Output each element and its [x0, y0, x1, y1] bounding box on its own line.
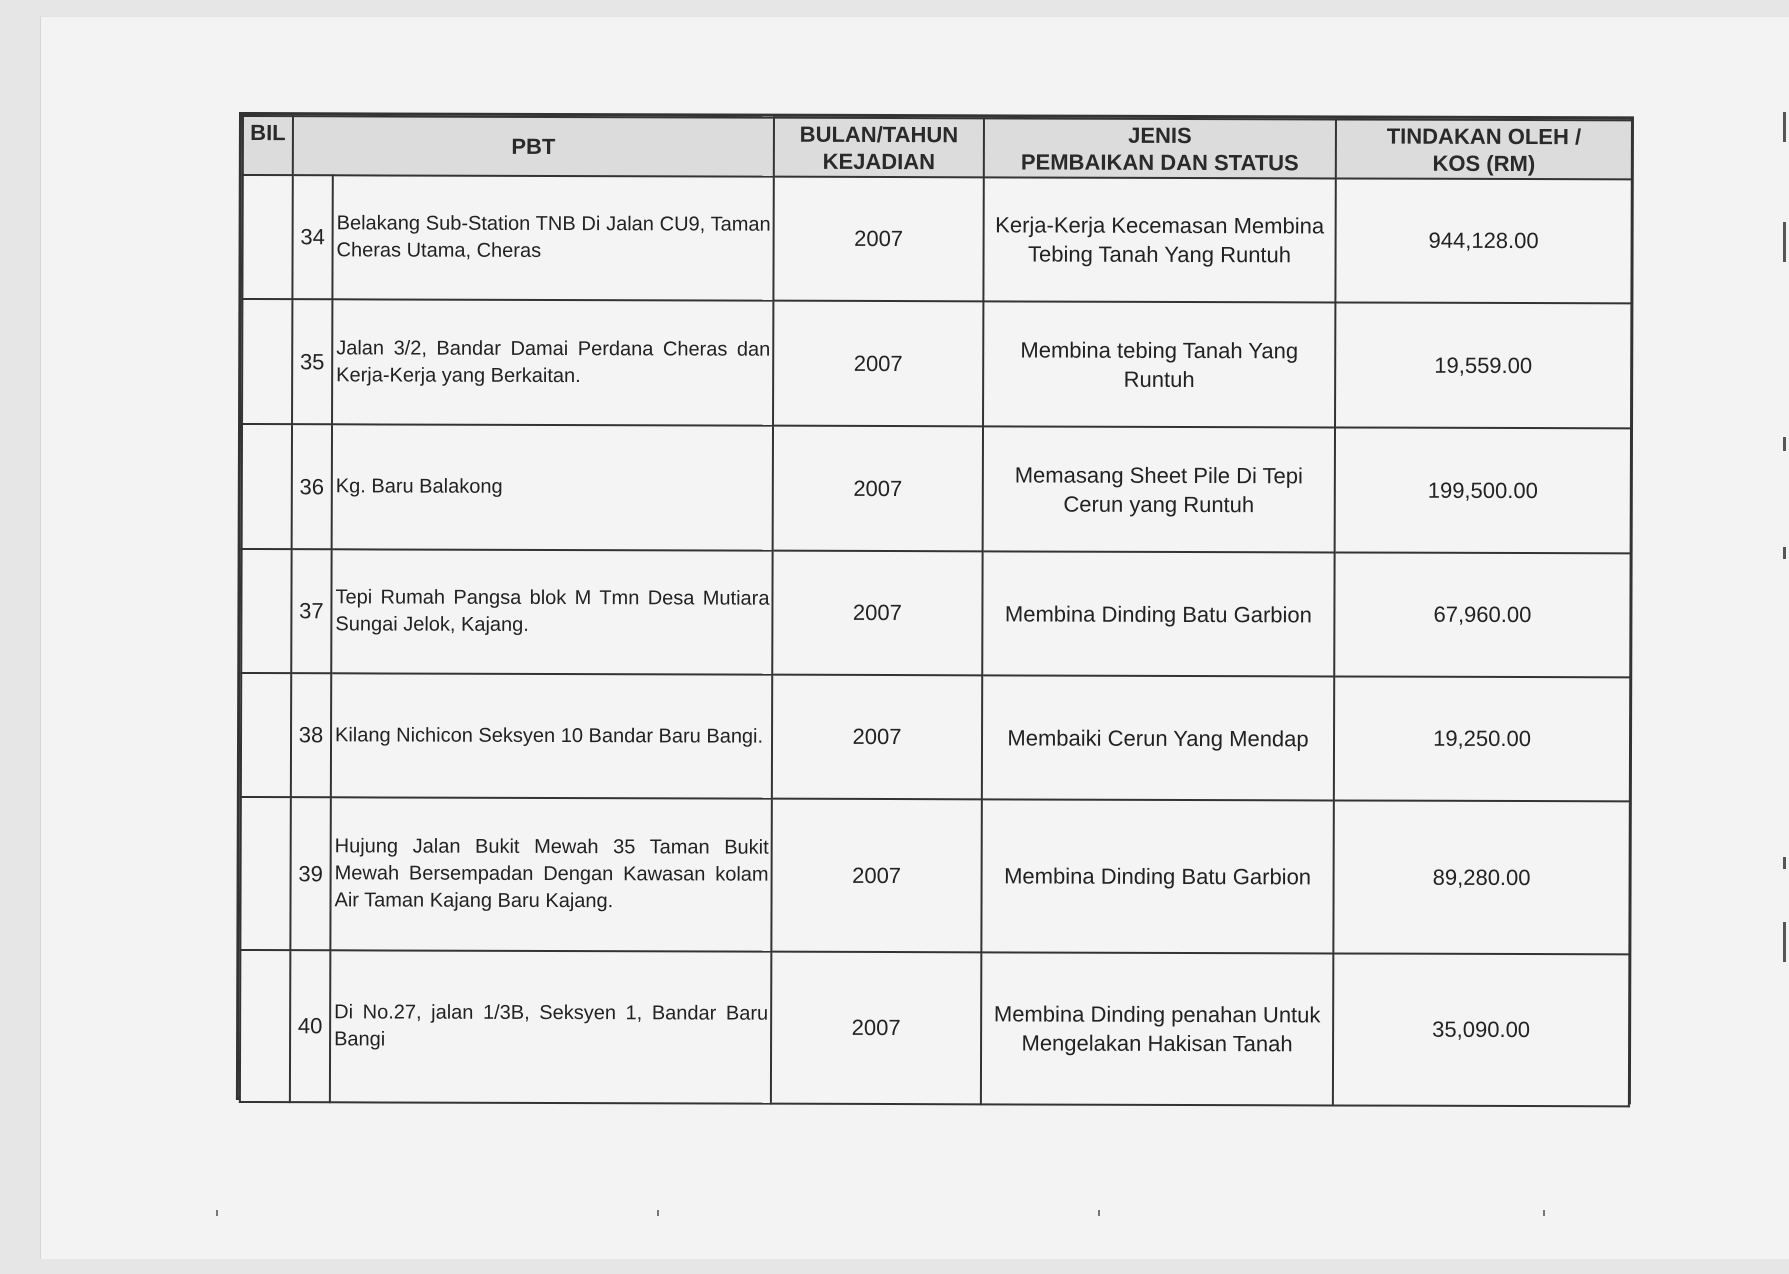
row-repair-type: Membaiki Cerun Yang Mendap — [982, 675, 1334, 800]
row-number: 39 — [290, 797, 330, 950]
row-location: Hujung Jalan Bukit Mewah 35 Taman Bukit Mewah Bersempadan Dengan Kawasan kolam Air Taman Kajang Baru Kajang. — [330, 797, 771, 951]
header-jenis-line2: PEMBAIKAN DAN STATUS — [1020, 148, 1299, 175]
bil-cell — [242, 424, 292, 549]
header-row — [243, 116, 1632, 179]
header-jenis — [984, 118, 1336, 178]
scan-edge-mark — [1783, 922, 1786, 962]
header-bil: BIL — [243, 116, 293, 175]
header-bulan-tahun-line2: KEJADIAN — [822, 148, 936, 174]
table-row — [242, 299, 1631, 428]
row-location: Belakang Sub-Station TNB Di Jalan CU9, Taman Cheras Utama, Cheras — [332, 175, 773, 300]
header-pbt: PBT — [293, 116, 774, 177]
row-cost: 199,500.00 — [1335, 427, 1631, 553]
row-year: 2007 — [771, 952, 981, 1105]
scan-edge-mark — [1783, 547, 1786, 559]
row-location: Kilang Nichicon Seksyen 10 Bandar Baru Bangi. — [331, 673, 772, 798]
row-year: 2007 — [773, 177, 983, 302]
scan-edge-mark — [1783, 222, 1786, 262]
repair-table — [239, 115, 1633, 1107]
table-row — [241, 673, 1630, 801]
row-number: 38 — [291, 673, 331, 797]
row-cost: 67,960.00 — [1334, 552, 1630, 677]
table-row — [242, 424, 1631, 553]
scan-dust-mark — [1098, 1210, 1100, 1216]
row-year: 2007 — [773, 301, 983, 427]
row-year: 2007 — [771, 799, 981, 953]
row-repair-type: Kerja-Kerja Kecemasan Membina Tebing Tanah Yang Runtuh — [983, 177, 1335, 302]
header-tindakan — [1336, 119, 1632, 179]
scan-dust-mark — [1543, 1210, 1545, 1216]
table-row — [241, 549, 1630, 677]
header-tindakan-line1: TINDAKAN OLEH / — [1386, 123, 1582, 149]
bil-cell — [241, 673, 291, 797]
row-cost: 35,090.00 — [1333, 953, 1629, 1106]
row-cost: 19,250.00 — [1334, 676, 1630, 801]
bil-cell — [242, 175, 292, 299]
scan-edge-mark — [1783, 112, 1786, 142]
table-row — [240, 950, 1629, 1106]
row-repair-type: Memasang Sheet Pile Di Tepi Cerun yang Runtuh — [983, 426, 1335, 552]
bil-cell — [242, 299, 292, 424]
row-number: 34 — [292, 175, 332, 299]
header-jenis-line1: JENIS — [1128, 122, 1192, 148]
row-year: 2007 — [773, 426, 983, 552]
row-cost: 89,280.00 — [1333, 800, 1629, 954]
row-location: Kg. Baru Balakong — [332, 424, 773, 550]
bil-cell — [241, 549, 291, 673]
bil-cell — [240, 797, 290, 950]
row-repair-type: Membina Dinding penahan Untuk Mengelakan Hakisan Tanah — [981, 952, 1333, 1105]
row-year: 2007 — [772, 551, 982, 676]
row-repair-type: Membina tebing Tanah Yang Runtuh — [983, 301, 1335, 427]
row-location: Tepi Rumah Pangsa blok M Tmn Desa Mutiara Sungai Jelok, Kajang. — [331, 549, 772, 674]
header-tindakan-line2: KOS (RM) — [1432, 150, 1536, 176]
row-year: 2007 — [772, 675, 982, 800]
header-bulan-tahun — [774, 118, 984, 178]
row-cost: 19,559.00 — [1335, 302, 1631, 428]
row-repair-type: Membina Dinding Batu Garbion — [981, 799, 1333, 953]
report-table — [236, 112, 1634, 1104]
row-number: 40 — [290, 950, 330, 1102]
scan-dust-mark — [657, 1210, 659, 1216]
row-number: 36 — [292, 424, 332, 549]
table-row — [242, 175, 1631, 303]
row-number: 35 — [292, 299, 332, 424]
scan-dust-mark — [216, 1210, 218, 1216]
scan-edge-mark — [1783, 857, 1786, 869]
row-repair-type: Membina Dinding Batu Garbion — [982, 551, 1334, 676]
row-location: Jalan 3/2, Bandar Damai Perdana Cheras dan Kerja-Kerja yang Berkaitan. — [332, 299, 773, 425]
bil-cell — [240, 950, 290, 1102]
row-location: Di No.27, jalan 1/3B, Seksyen 1, Bandar Baru Bangi — [330, 950, 771, 1103]
header-bulan-tahun-line1: BULAN/TAHUN — [799, 121, 959, 147]
row-number: 37 — [291, 549, 331, 673]
row-cost: 944,128.00 — [1335, 178, 1631, 303]
table-row — [240, 797, 1629, 954]
scan-edge-mark — [1783, 437, 1786, 451]
